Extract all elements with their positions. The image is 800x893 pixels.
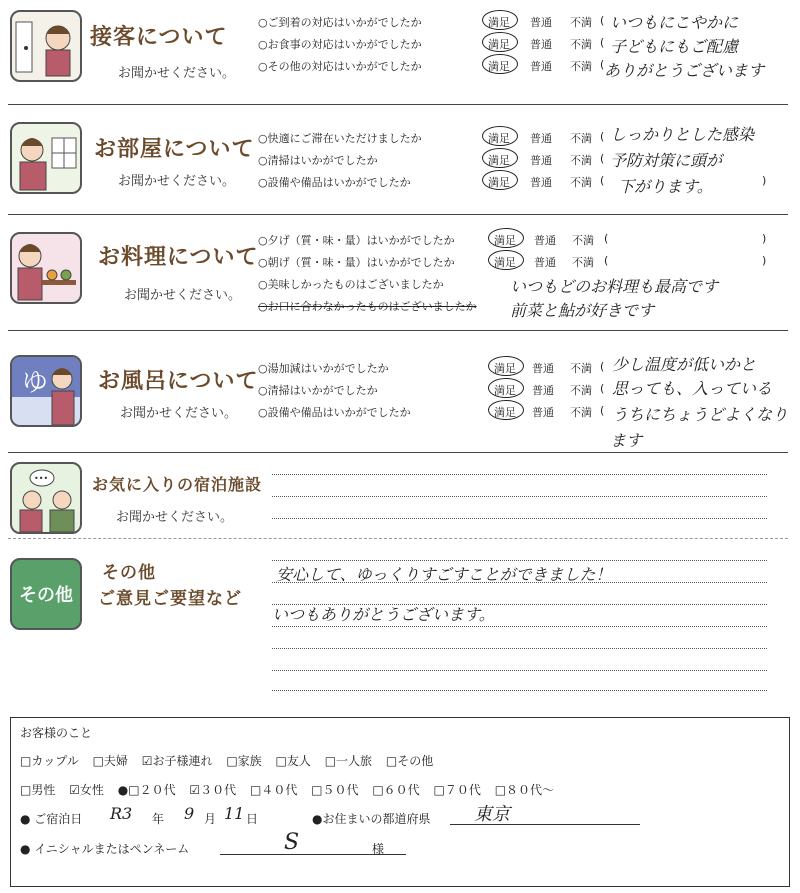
companion-friends[interactable]: □友人 <box>275 754 311 768</box>
option-normal[interactable]: 普通 <box>530 154 552 167</box>
age-20s[interactable]: ●□２０代 <box>117 783 176 797</box>
companion-children[interactable]: ☑お子様連れ <box>141 754 213 768</box>
stay-date-label: ● ご宿泊日 <box>20 812 83 826</box>
stay-day: 11 <box>224 804 245 823</box>
divider <box>8 538 788 539</box>
bath-answer-3: うちにちょうどよくなり <box>612 405 789 424</box>
divider <box>8 104 788 105</box>
option-bad[interactable]: 不満 <box>570 384 592 397</box>
selection-circle <box>488 378 524 398</box>
bath-icon <box>10 355 82 427</box>
food-subtitle: お聞かせください。 <box>124 288 242 303</box>
bath-answer-2: 思っても、入っている <box>612 379 773 398</box>
service-title: 接客について <box>90 25 228 50</box>
service-answer-1: いつもにこやかに <box>610 13 739 32</box>
room-answer-1: しっかりとした感染 <box>610 125 755 144</box>
initial-value: S <box>284 830 300 855</box>
option-normal[interactable]: 普通 <box>532 406 554 419</box>
selection-circle <box>482 32 518 52</box>
selection-circle <box>482 54 518 74</box>
option-normal[interactable]: 普通 <box>532 362 554 375</box>
svg-text:•••: ••• <box>34 474 49 483</box>
room-illustration <box>12 124 80 192</box>
food-answer-2: 前菜と鮎が好きです <box>510 301 655 320</box>
selection-circle <box>488 400 524 420</box>
room-answer-3: 下がります。 <box>618 177 713 196</box>
room-answer-2: 予防対策に頭が <box>610 151 723 170</box>
option-bad[interactable]: 不満 <box>570 362 592 375</box>
food-illustration <box>12 234 80 302</box>
favorite-icon <box>10 462 82 534</box>
hostess-illustration <box>12 12 80 80</box>
option-good[interactable]: 満足 <box>488 154 510 167</box>
service-answer-3: ありがとうございます <box>604 61 765 80</box>
bath-illustration <box>12 357 80 425</box>
age-30s[interactable]: ☑３０代 <box>189 783 237 797</box>
selection-circle <box>482 170 518 190</box>
initial-label: ● イニシャルまたはペンネーム <box>20 842 190 856</box>
gender-female[interactable]: ☑女性 <box>69 783 104 797</box>
customer-heading: お客様のこと <box>20 726 93 740</box>
selection-circle <box>488 228 524 248</box>
bath-q3: ○設備や備品はいかがでしたか <box>258 406 411 419</box>
gender-age-row <box>20 781 564 798</box>
companion-married[interactable]: □夫婦 <box>92 754 128 768</box>
divider <box>8 214 788 215</box>
companion-couple[interactable]: □カップル <box>20 754 79 768</box>
bath-answer-1: 少し温度が低いかと <box>612 355 757 374</box>
room-subtitle: お聞かせください。 <box>118 174 236 189</box>
option-good[interactable]: 満足 <box>488 176 510 189</box>
other-title-2: ご意見ご要望など <box>98 589 242 609</box>
age-80s[interactable]: □８０代～ <box>494 783 555 797</box>
companion-other[interactable]: □その他 <box>385 754 434 768</box>
stay-era: R3 <box>110 804 133 823</box>
service-answer-2: 子どもにもご配慮 <box>610 37 739 56</box>
service-q2: ○お食事の対応はいかがでしたか <box>258 38 422 51</box>
favorite-subtitle: お聞かせください。 <box>116 510 234 525</box>
option-good[interactable]: 満足 <box>488 38 510 51</box>
customer-info-box <box>10 717 790 887</box>
companion-solo[interactable]: □一人旅 <box>324 754 373 768</box>
option-bad[interactable]: 不満 <box>570 60 592 73</box>
room-q2: ○清掃はいかがでしたか <box>258 154 378 167</box>
service-icon <box>10 10 82 82</box>
option-bad[interactable]: 不満 <box>570 154 592 167</box>
room-icon <box>10 122 82 194</box>
option-normal[interactable]: 普通 <box>532 384 554 397</box>
prefecture-label: ●お住まいの都道府県 <box>312 812 431 826</box>
gender-male[interactable]: □男性 <box>20 783 56 797</box>
option-bad[interactable]: 不満 <box>570 176 592 189</box>
stay-month: 9 <box>184 804 195 823</box>
bath-title: お風呂について <box>98 369 259 394</box>
option-good[interactable]: 満足 <box>488 132 510 145</box>
age-40s[interactable]: □４０代 <box>250 783 298 797</box>
option-bad[interactable]: 不満 <box>572 234 594 247</box>
food-icon <box>10 232 82 304</box>
option-good[interactable]: 満足 <box>488 16 510 29</box>
favorite-illustration <box>12 464 80 532</box>
stay-month-unit: 月 <box>204 812 217 826</box>
option-normal[interactable]: 普通 <box>530 60 552 73</box>
option-bad[interactable]: 不満 <box>570 406 592 419</box>
room-q3: ○設備や備品はいかがでしたか <box>258 176 411 189</box>
food-q4: ○お口に合わなかったものはございましたか <box>258 300 477 313</box>
option-good[interactable]: 満足 <box>494 256 516 269</box>
option-bad[interactable]: 不満 <box>572 256 594 269</box>
service-q1: ○ご到着の対応はいかがでしたか <box>258 16 422 29</box>
bath-char: ゆ <box>22 368 49 398</box>
prefecture-value: 東京 <box>474 804 510 825</box>
option-bad[interactable]: 不満 <box>570 16 592 29</box>
food-q1: ○夕げ（質・味・量）はいかがでしたか <box>258 234 455 247</box>
age-60s[interactable]: □６０代 <box>372 783 420 797</box>
option-good[interactable]: 満足 <box>488 60 510 73</box>
option-bad[interactable]: 不満 <box>570 38 592 51</box>
bath-answer-4: ます <box>610 431 643 450</box>
selection-circle <box>482 148 518 168</box>
option-normal[interactable]: 普通 <box>534 234 556 247</box>
bath-q1: ○湯加減はいかがでしたか <box>258 362 389 375</box>
other-title-1: その他 <box>102 563 156 583</box>
food-title: お料理について <box>98 245 259 270</box>
initial-suffix: 様 <box>372 842 385 856</box>
other-answer-1: 安心して、ゆっくりすごすことができました！ <box>276 565 612 584</box>
other-answer-2: いつもありがとうございます。 <box>272 605 495 624</box>
food-q2: ○朝げ（質・味・量）はいかがでしたか <box>258 256 455 269</box>
selection-circle <box>488 356 524 376</box>
bath-subtitle: お聞かせください。 <box>120 406 238 421</box>
option-good[interactable]: 満足 <box>494 234 516 247</box>
favorite-title: お気に入りの宿泊施設 <box>92 475 263 494</box>
stay-day-unit: 日 <box>246 812 259 826</box>
option-normal[interactable]: 普通 <box>530 132 552 145</box>
option-normal[interactable]: 普通 <box>534 256 556 269</box>
option-good[interactable]: 満足 <box>494 406 516 419</box>
food-answer-1: いつもどのお料理も最高です <box>510 277 719 296</box>
divider <box>8 452 788 453</box>
bath-q2: ○清掃はいかがでしたか <box>258 384 378 397</box>
other-icon-label: その他 <box>19 585 73 606</box>
service-subtitle: お聞かせください。 <box>118 66 236 81</box>
age-50s[interactable]: □５０代 <box>311 783 359 797</box>
selection-circle <box>482 10 518 30</box>
option-normal[interactable]: 普通 <box>530 176 552 189</box>
option-good[interactable]: 満足 <box>494 384 516 397</box>
option-bad[interactable]: 不満 <box>570 132 592 145</box>
option-good[interactable]: 満足 <box>494 362 516 375</box>
selection-circle <box>482 126 518 146</box>
option-normal[interactable]: 普通 <box>530 16 552 29</box>
age-70s[interactable]: □７０代 <box>433 783 481 797</box>
companion-family[interactable]: □家族 <box>226 754 262 768</box>
room-q1: ○快適にご滞在いただけましたか <box>258 132 422 145</box>
other-icon <box>10 558 82 630</box>
stay-year-unit: 年 <box>152 812 165 826</box>
companion-row <box>20 752 443 769</box>
option-normal[interactable]: 普通 <box>530 38 552 51</box>
divider <box>8 330 788 331</box>
food-q3: ○美味しかったものはございましたか <box>258 278 444 291</box>
room-title: お部屋について <box>94 137 255 162</box>
selection-circle <box>488 250 524 270</box>
service-q3: ○その他の対応はいかがでしたか <box>258 60 422 73</box>
